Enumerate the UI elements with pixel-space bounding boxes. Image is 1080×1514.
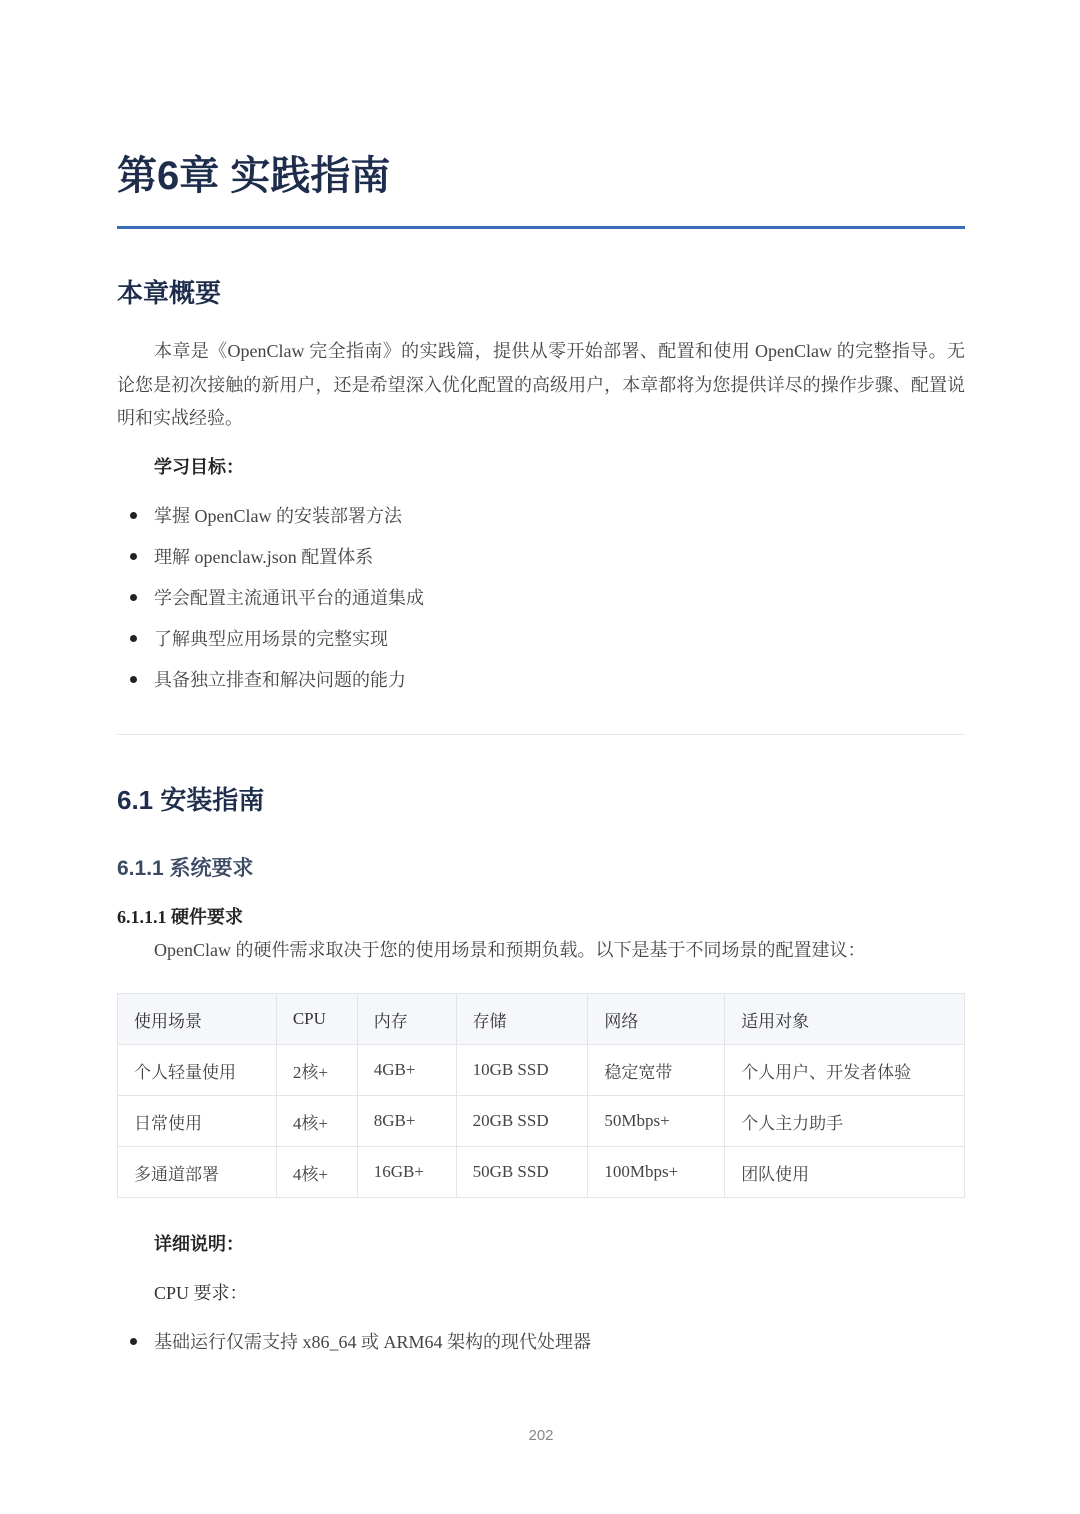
table-cell: 2核+ (276, 1045, 357, 1096)
table-header-cell: 内存 (357, 994, 456, 1045)
table-header-cell: 适用对象 (725, 994, 965, 1045)
chapter-title-rule (117, 226, 965, 229)
hardware-requirements-table (117, 993, 965, 1198)
table-cell: 4核+ (276, 1147, 357, 1198)
table-cell: 10GB SSD (456, 1045, 588, 1096)
table-cell: 50Mbps+ (588, 1096, 725, 1147)
table-cell: 多通道部署 (118, 1147, 277, 1198)
overview-heading: 本章概要 (117, 278, 222, 308)
table-cell: 8GB+ (357, 1096, 456, 1147)
table-cell: 4核+ (276, 1096, 357, 1147)
hardware-intro-paragraph: OpenClaw 的硬件需求取决于您的使用场景和预期负载。以下是基于不同场景的配置建议： (154, 940, 866, 960)
list-item (117, 626, 424, 667)
overview-intro-paragraph: 本章是《OpenClaw 完全指南》的实践篇，提供从零开始部署、配置和使用 OpenClaw 的完整指导。无论您是初次接触的新用户，还是希望深入优化配置的高级用户，本章都将为您提供详尽的操作步骤、配置说明和实战经验。 (117, 341, 965, 428)
list-item-text: 学会配置主流通讯平台的通道集成 (154, 588, 424, 608)
table-cell: 日常使用 (118, 1096, 277, 1147)
subsection-heading: 6.1.1 系统要求 (117, 857, 254, 880)
table-cell: 个人用户、开发者体验 (725, 1045, 965, 1096)
table-cell: 20GB SSD (456, 1096, 588, 1147)
cpu-requirements-list (117, 1329, 591, 1370)
section-heading: 6.1 安装指南 (117, 785, 265, 815)
bullet-icon (130, 635, 137, 642)
table-row (118, 1045, 965, 1096)
table-header-cell: CPU (276, 994, 357, 1045)
list-item (117, 667, 424, 708)
table-row (118, 1096, 965, 1147)
table-cell: 4GB+ (357, 1045, 456, 1096)
list-item-text: 了解典型应用场景的完整实现 (154, 629, 388, 649)
list-item (117, 544, 424, 585)
cpu-requirements-label: CPU 要求： (154, 1283, 248, 1303)
section-divider (117, 734, 965, 735)
bullet-icon (130, 594, 137, 601)
table-cell: 个人轻量使用 (118, 1045, 277, 1096)
table-cell: 稳定宽带 (588, 1045, 725, 1096)
list-item (117, 503, 424, 544)
learning-goals-label: 学习目标： (154, 457, 244, 477)
table-header-row (118, 994, 965, 1045)
subsubsection-heading: 6.1.1.1 硬件要求 (117, 907, 243, 927)
list-item-text: 掌握 OpenClaw 的安装部署方法 (154, 506, 402, 526)
table-row (118, 1147, 965, 1198)
table-cell: 团队使用 (725, 1147, 965, 1198)
table-header-cell: 网络 (588, 994, 725, 1045)
table-header-cell: 使用场景 (118, 994, 277, 1045)
bullet-icon (130, 512, 137, 519)
list-item (117, 585, 424, 626)
table-cell: 个人主力助手 (725, 1096, 965, 1147)
list-item-text: 具备独立排查和解决问题的能力 (154, 670, 406, 690)
table-header-cell: 存储 (456, 994, 588, 1045)
bullet-icon (130, 676, 137, 683)
chapter-title: 第6章 实践指南 (117, 154, 391, 198)
details-label: 详细说明： (154, 1234, 244, 1254)
table-cell: 100Mbps+ (588, 1147, 725, 1198)
learning-goals-list (117, 503, 424, 708)
table-cell: 16GB+ (357, 1147, 456, 1198)
list-item-text: 基础运行仅需支持 x86_64 或 ARM64 架构的现代处理器 (154, 1332, 592, 1352)
bullet-icon (130, 553, 137, 560)
list-item-text: 理解 openclaw.json 配置体系 (154, 547, 374, 567)
list-item (117, 1329, 591, 1370)
bullet-icon (130, 1338, 137, 1345)
page-number: 202 (528, 1427, 554, 1444)
table-cell: 50GB SSD (456, 1147, 588, 1198)
